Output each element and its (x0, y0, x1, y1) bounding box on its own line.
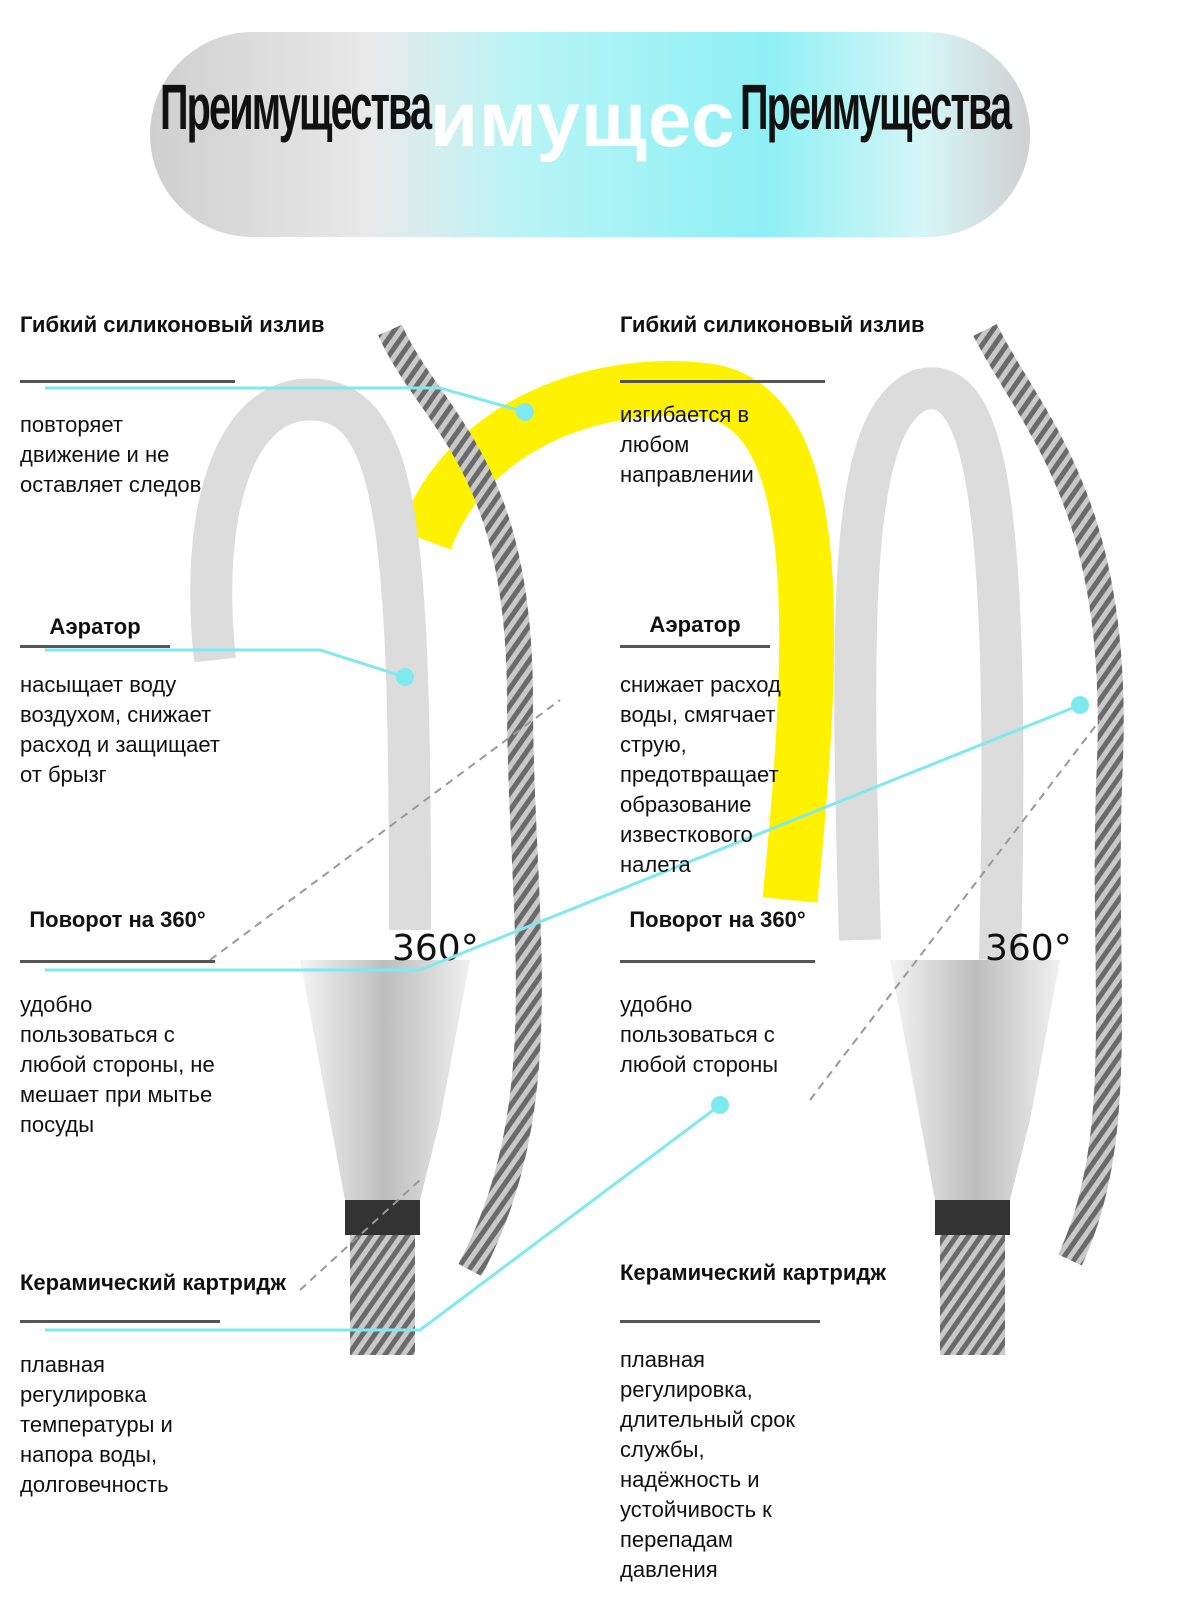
right-spout (855, 388, 1002, 960)
left-caption-1-title: Гибкий силиконовый излив (20, 312, 325, 337)
right-caption-2-rule (620, 645, 770, 648)
left-thread (350, 1235, 415, 1355)
left-nut (345, 1200, 420, 1235)
right-caption-3-text: удобно пользоваться с любой стороны (620, 992, 779, 1077)
left-caption-3-rule (20, 960, 215, 963)
left-caption-1-text: повторяет движение и не оставляет следов (20, 412, 202, 497)
header-title-right: Преимущества (740, 71, 1011, 143)
left-caption-2-title: Аэратор (49, 614, 141, 639)
left-caption-4-title: Керамический картридж (20, 1270, 286, 1295)
left-360-label: 360° (392, 928, 479, 969)
left-caption-4-rule (20, 1320, 220, 1323)
right-caption-1-title: Гибкий силиконовый излив (620, 312, 925, 337)
right-caption-2-text: снижает расход воды, смягчает струю, предотвращает образование известкового налета (620, 672, 781, 877)
header-title-mid: имущес (430, 75, 736, 163)
left-caption-3-title: Поворот на 360° (29, 907, 206, 932)
left-caption-1-rule (20, 380, 235, 383)
right-360-label: 360° (985, 928, 1072, 969)
left-faucet-body (300, 960, 470, 1200)
left-caption-4-text: плавная регулировка температуры и напора воды, долговечность (20, 1352, 173, 1497)
right-caption-4-text: плавная регулировка, длительный срок службы, надёжность и устойчивость к перепадам давления (620, 1347, 796, 1582)
right-thread (940, 1235, 1005, 1355)
right-caption-1-rule (620, 380, 825, 383)
left-spout (211, 399, 410, 930)
right-caption-3-title: Поворот на 360° (629, 907, 806, 932)
right-caption-4-rule (620, 1320, 820, 1323)
right-caption-1-text: изгибается в любом направлении (620, 402, 754, 487)
right-caption-3-rule (620, 960, 815, 963)
right-caption-4-title: Керамический картридж (620, 1260, 886, 1285)
right-nut (935, 1200, 1010, 1235)
right-caption-2-title: Аэратор (649, 612, 741, 637)
left-caption-2-text: насыщает воду воздухом, снижает расход и защищает от брызг (20, 672, 220, 787)
right-faucet-body (890, 960, 1060, 1200)
left-caption-2-rule (20, 645, 170, 648)
header-title-left: Преимущества (160, 71, 431, 143)
left-caption-3-text: удобно пользоваться с любой стороны, не мешает при мытье посуды (20, 992, 215, 1137)
